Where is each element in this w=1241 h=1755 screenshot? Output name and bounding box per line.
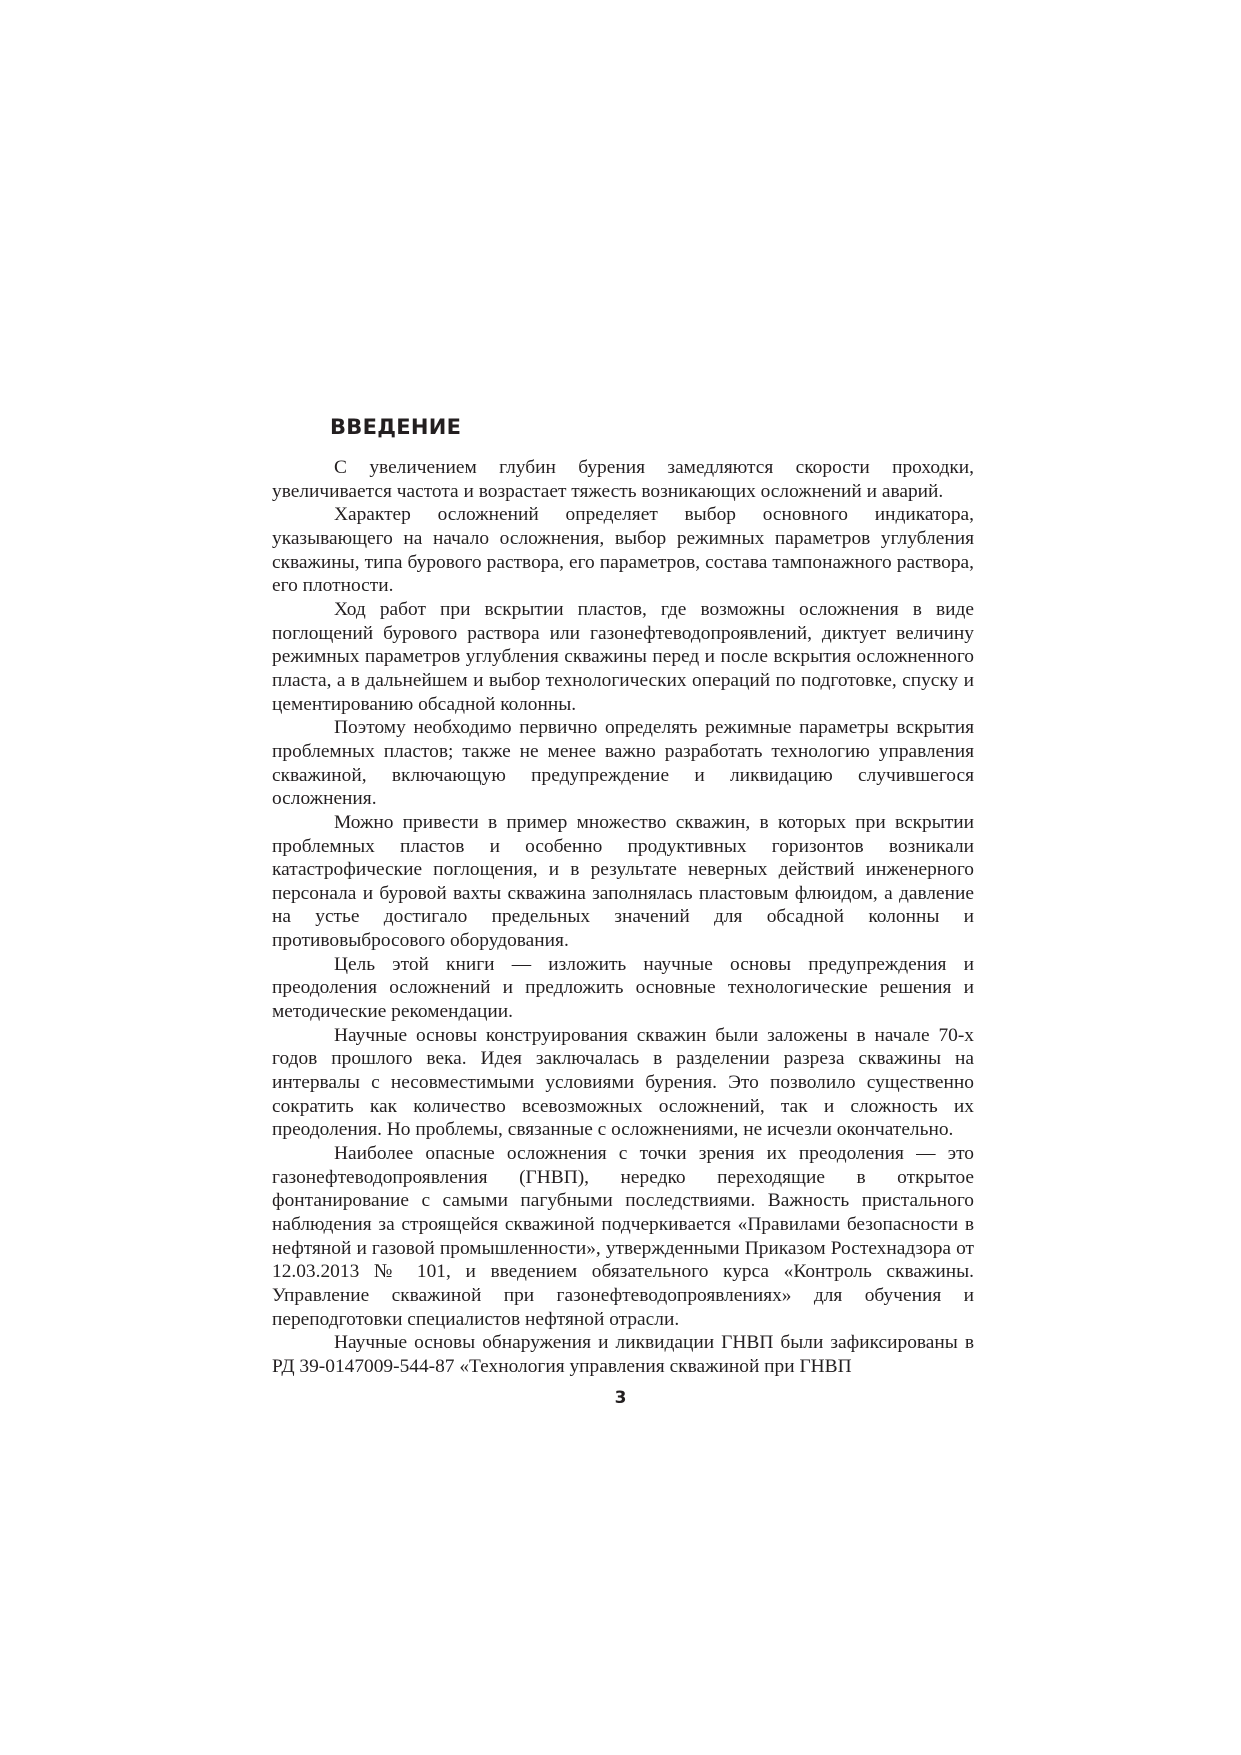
paragraph-1: С увеличением глубин бурения замедляются скорости проходки, увеличивается частота и возрастает тяжесть возникающих осложнений и аварий. bbox=[272, 457, 974, 502]
paragraph-7: Научные основы конструирования скважин были заложены в начале 70-х годов прошлого века. Идея заключалась в разделении разреза скважины на интервалы с несовместимыми условиями бурения. Это позволило существенно сократить как количество всевозможных осложнений, так и сложность их преодоления. Но проблемы, связанные с осложнениями, не исчезли окончательно. bbox=[272, 1024, 974, 1141]
paragraph-4: Поэтому необходимо первично определять режимные параметры вскрытия проблемных пластов; также не менее важно разработать технологию управления скважиной, включающую предупреждение и ликвидацию случившегося осложнения. bbox=[272, 717, 974, 810]
paragraph-9: Научные основы обнаружения и ликвидации ГНВП были зафиксированы в РД 39-0147009-544-87 «Технология управления скважиной при ГНВП bbox=[272, 1332, 974, 1377]
paragraph-2: Характер осложнений определяет выбор основного индикатора, указывающего на начало осложнения, выбор режимных параметров углубления скважины, типа бурового раствора, его параметров, состава тампонажного раствора, его плотности. bbox=[272, 504, 974, 597]
paragraph-3: Ход работ при вскрытии пластов, где возможны осложнения в виде поглощений бурового раствора или газонефтеводопроявлений, диктует величину режимных параметров углубления скважины перед и после вскрытия осложненного пласта, а в дальнейшем и выбор технологических операций по подготовке, спуску и цементированию обсадной колонны. bbox=[272, 598, 974, 715]
page-number: 3 bbox=[614, 1388, 627, 1408]
page-content bbox=[272, 414, 974, 1379]
chapter-title: ВВЕДЕНИЕ bbox=[330, 415, 462, 439]
paragraph-5: Можно привести в пример множество скважин, в которых при вскрытии проблемных пластов и особенно продуктивных горизонтов возникали катастрофические поглощения, и в результате неверных действий инженерного персонала и буровой вахты скважина заполнялась пластовым флюидом, а давление на устье достигало предельных значений для обсадной колонны и противовыбросового оборудования. bbox=[272, 811, 974, 952]
paragraph-8: Наиболее опасные осложнения с точки зрения их преодоления — это газонефтеводопроявления (ГНВП), нередко переходящие в открытое фонтанирование с самыми пагубными последствиями. Важность пристального наблюдения за строящейся скважиной подчеркивается «Правилами безопасности в нефтяной и газовой промышленности», утвержденными Приказом Ростехнадзора от 12.03.2013 № 101, и введением обязательного курса «Контроль скважины. Управление скважиной при газонефтеводопроявлениях» для обучения и переподготовки специалистов нефтяной отрасли. bbox=[272, 1143, 974, 1330]
paragraph-6: Цель этой книги — изложить научные основы предупреждения и преодоления осложнений и предложить основные технологические решения и методические рекомендации. bbox=[272, 953, 974, 1023]
